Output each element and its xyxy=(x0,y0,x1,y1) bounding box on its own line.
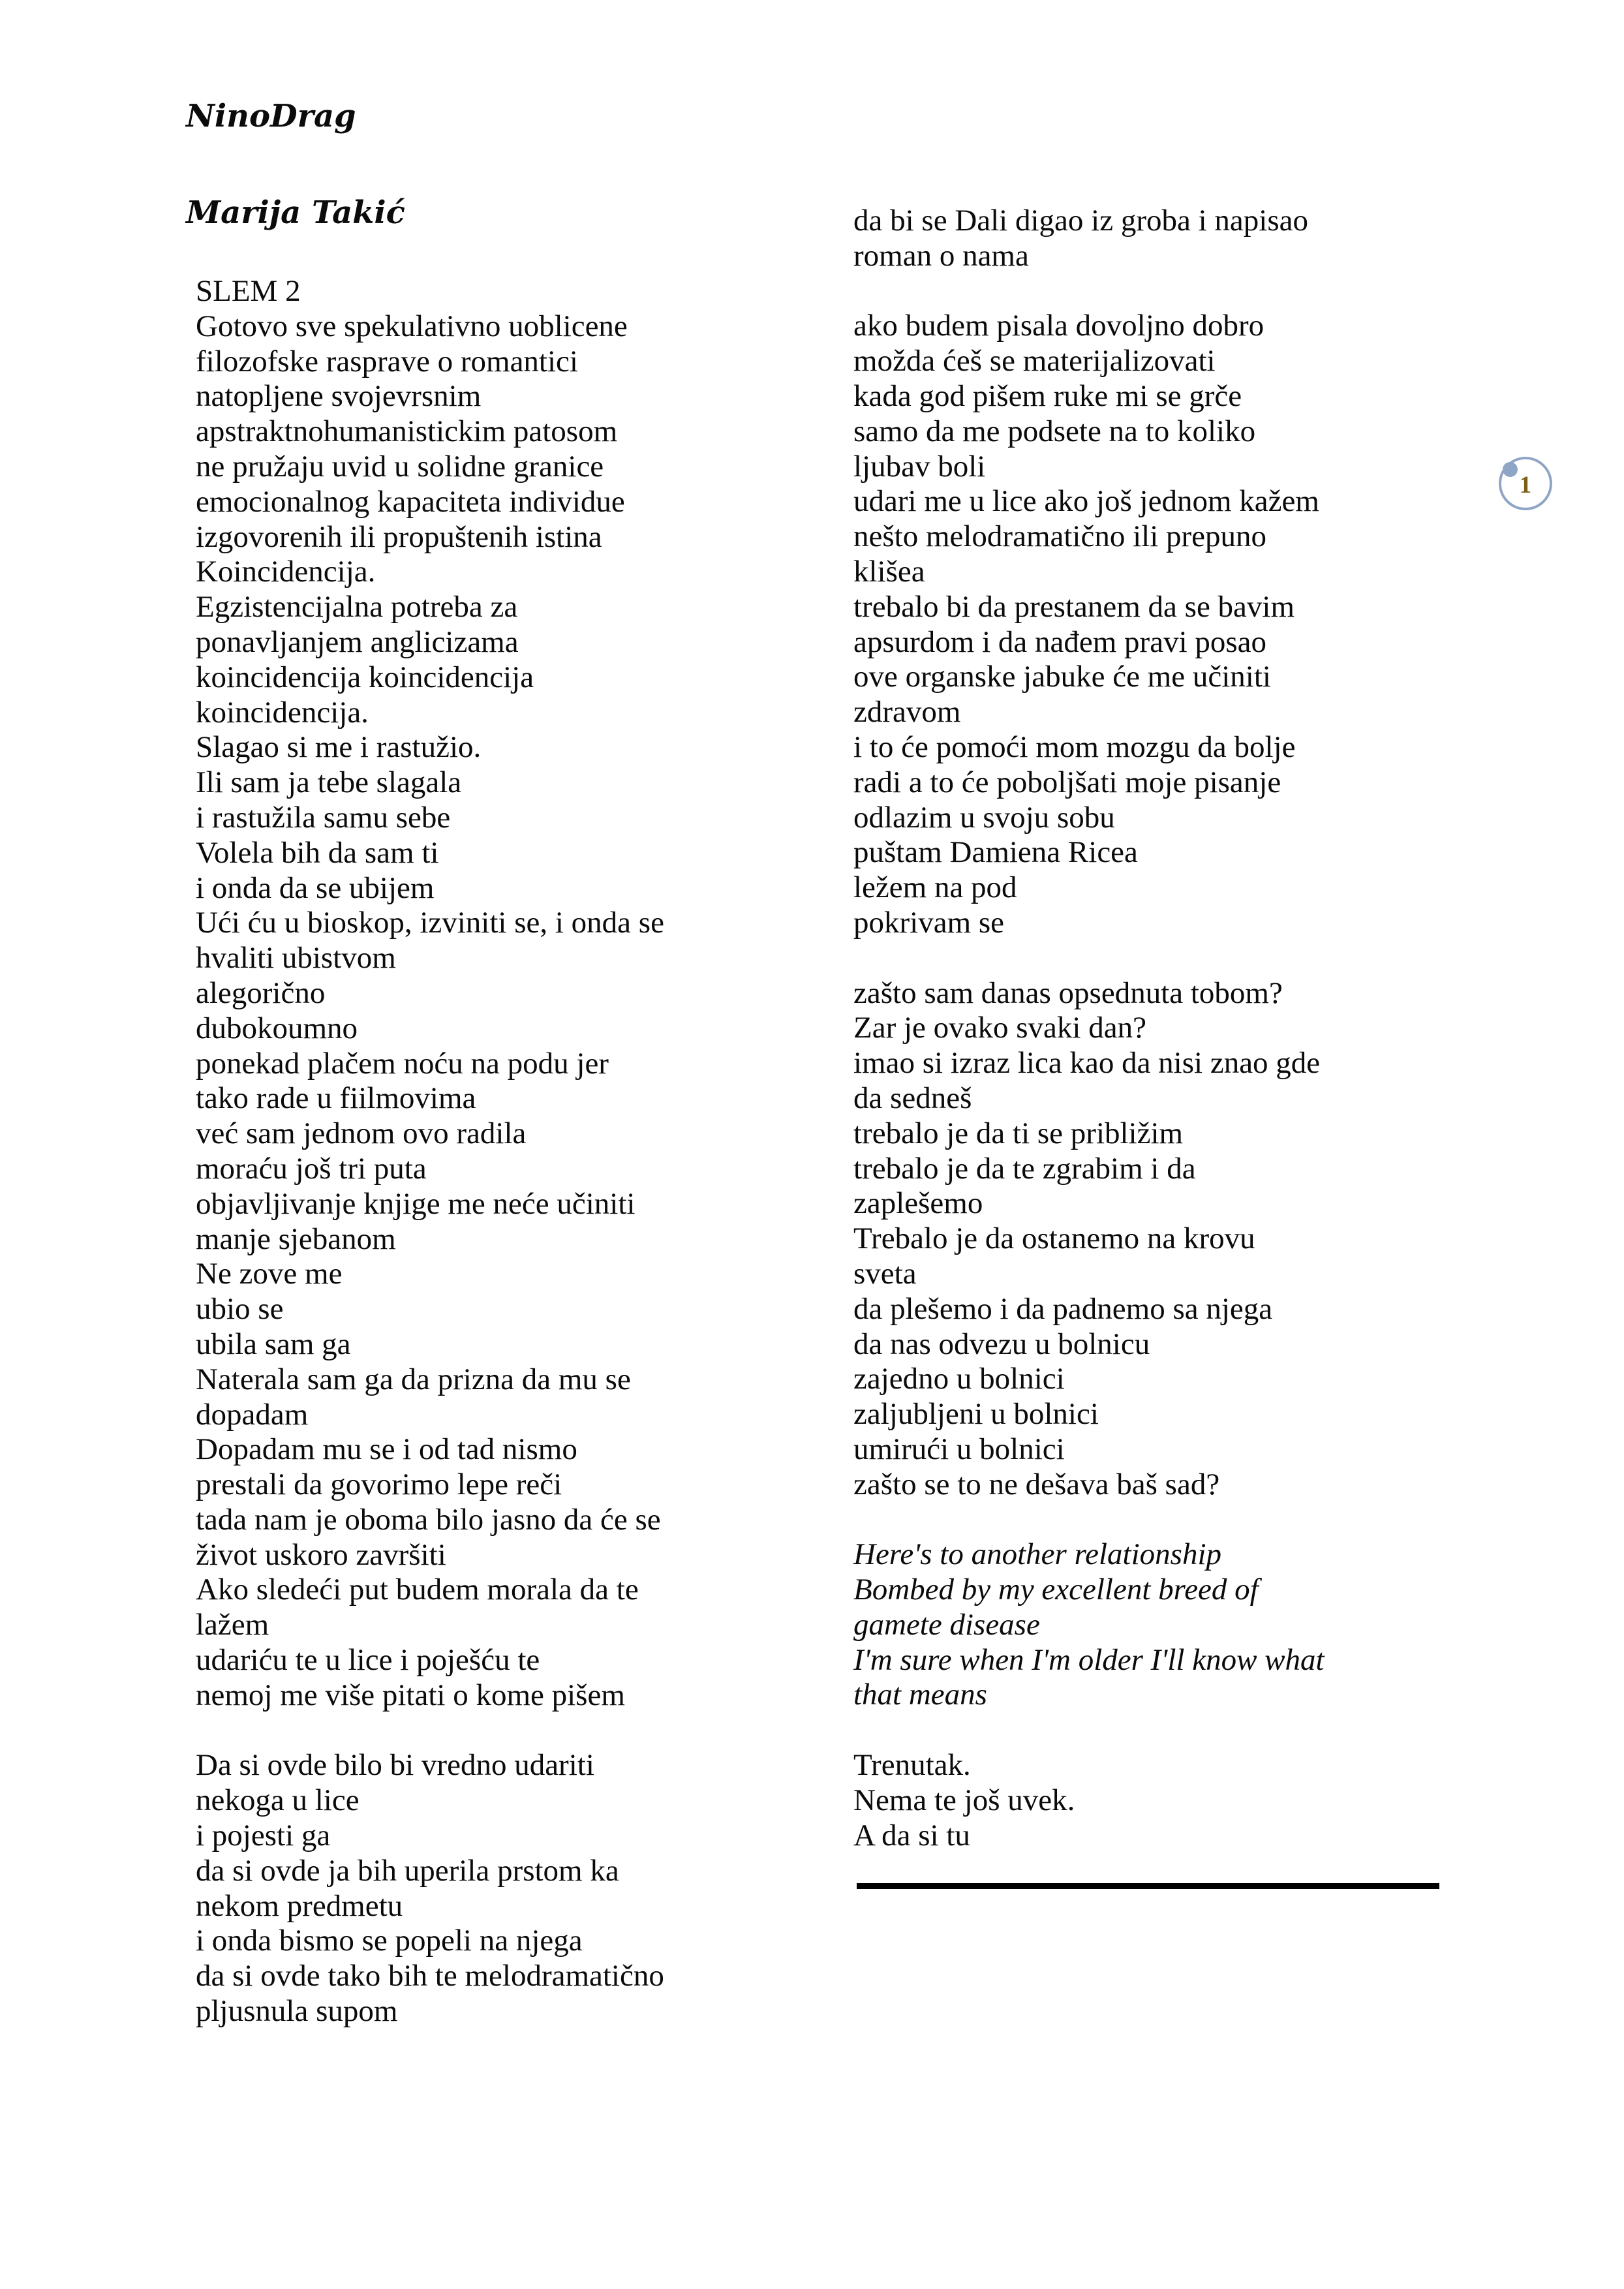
poem-line: izgovorenih ili propuštenih istina xyxy=(196,519,602,554)
poem-line: Slagao si me i rastužio. xyxy=(196,730,482,765)
page-number-badge xyxy=(1499,457,1552,510)
poem-line: dopadam xyxy=(196,1397,309,1432)
poem-line: prestali da govorimo lepe reči xyxy=(196,1467,562,1502)
poem-line: Ući ću u bioskop, izviniti se, i onda se xyxy=(196,906,664,940)
poem-line: Trebalo je da ostanemo na krovu xyxy=(853,1221,1255,1256)
poem-line: alegorično xyxy=(196,976,326,1010)
poem-line: da nas odvezu u bolnicu xyxy=(853,1327,1150,1361)
poem-line: ponekad plačem noću na podu jer xyxy=(196,1046,609,1081)
poem-line: Dopadam mu se i od tad nismo xyxy=(196,1432,577,1467)
poem-line: da bi se Dali digao iz groba i napisao xyxy=(853,204,1308,238)
poem-line: gamete disease xyxy=(853,1607,1040,1642)
poem-line: nekom predmetu xyxy=(196,1888,403,1923)
poem-line: apstraktnohumanistickim patosom xyxy=(196,414,618,449)
poem-line: ljubav boli xyxy=(853,449,986,484)
poem-line: ove organske jabuke će me učiniti xyxy=(853,660,1271,694)
poem-line: imao si izraz lica kao da nisi znao gde xyxy=(853,1046,1321,1081)
poem-line: ne pružaju uvid u solidne granice xyxy=(196,449,604,484)
poem-line: zajedno u bolnici xyxy=(853,1362,1065,1396)
poem-line: da si ovde tako bih te melodramatično xyxy=(196,1959,664,1993)
poem-line: natopljene svojevrsnim xyxy=(196,379,482,414)
poem-line: da si ovde ja bih uperila prstom ka xyxy=(196,1853,619,1888)
poem-line: nekoga u lice xyxy=(196,1783,360,1818)
poem-line: i onda da se ubijem xyxy=(196,870,435,905)
poem-line: život uskoro završiti xyxy=(196,1537,446,1572)
poem-line: objavljivanje knjige me neće učiniti xyxy=(196,1186,636,1221)
poem-line: Ili sam ja tebe slagala xyxy=(196,765,462,800)
poem-line: manje sjebanom xyxy=(196,1221,396,1256)
poem-line: da plešemo i da padnemo sa njega xyxy=(853,1291,1273,1326)
poem-line: koincidencija koincidencija xyxy=(196,660,534,694)
poem-line: Da si ovde bilo bi vredno udariti xyxy=(196,1748,594,1783)
poem-line: Bombed by my excellent breed of xyxy=(853,1573,1259,1607)
poem-line: Trenutak. xyxy=(853,1748,971,1783)
poem-line: i rastužila samu sebe xyxy=(196,800,451,835)
poem-line: i pojesti ga xyxy=(196,1819,331,1853)
poem-line: Gotovo sve spekulativno uoblicene xyxy=(196,309,628,343)
poem-line: klišea xyxy=(853,554,925,589)
poem-line: trebalo bi da prestanem da se bavim xyxy=(853,589,1295,624)
poem-column-left xyxy=(196,274,664,2029)
poem-line: sveta xyxy=(853,1256,917,1291)
poem-line: filozofske rasprave o romantici xyxy=(196,344,578,378)
poem-line: kada god pišem ruke mi se grče xyxy=(853,378,1242,413)
poem-line: nešto melodramatično ili prepuno xyxy=(853,519,1267,554)
poem-line: dubokoumno xyxy=(196,1011,358,1045)
poem-line: ležem na pod xyxy=(853,870,1017,905)
poem-line: radi a to će poboljšati moje pisanje xyxy=(853,765,1281,799)
poem-line: ubila sam ga xyxy=(196,1327,351,1361)
poem-line: Volela bih da sam ti xyxy=(196,835,439,870)
poem-line: Egzistencijalna potreba za xyxy=(196,590,518,624)
poem-line: A da si tu xyxy=(853,1818,970,1852)
poem-line: tada nam je oboma bilo jasno da će se xyxy=(196,1502,661,1537)
poem-line: that means xyxy=(853,1678,987,1712)
poem-line: i to će pomoći mom mozgu da bolje xyxy=(853,730,1296,764)
poem-line: umirući u bolnici xyxy=(853,1432,1065,1466)
poem-line xyxy=(853,274,1325,309)
poem-line: trebalo je da ti se približim xyxy=(853,1116,1184,1150)
poem-line: Zar je ovako svaki dan? xyxy=(853,1011,1146,1045)
poem-line: Naterala sam ga da prizna da mu se xyxy=(196,1362,631,1396)
poem-line: moraću još tri puta xyxy=(196,1151,427,1186)
poem-line: udari me u lice ako još jednom kažem xyxy=(853,484,1319,519)
poem-line: i onda bismo se popeli na njega xyxy=(196,1924,583,1958)
poem-line: udariću te u lice i poješću te xyxy=(196,1643,540,1678)
poem-column-right xyxy=(853,204,1325,1853)
poem-line: zašto se to ne dešava baš sad? xyxy=(853,1467,1220,1501)
poem-line: emocionalnog kapaciteta individue xyxy=(196,484,625,519)
poem-line: lažem xyxy=(196,1608,269,1642)
poem-line: ubio se xyxy=(196,1292,284,1327)
poem-line: Ne zove me xyxy=(196,1257,343,1291)
poem-line: koincidencija. xyxy=(196,695,369,730)
poem-line: zašto sam danas opsednuta tobom? xyxy=(853,976,1283,1010)
poem-line xyxy=(196,1713,664,1749)
poem-line: puštam Damiena Ricea xyxy=(853,835,1138,870)
page-number: 1 xyxy=(1519,471,1532,499)
poem-line: tako rade u fiilmovima xyxy=(196,1081,476,1116)
poem-line: ako budem pisala dovoljno dobro xyxy=(853,309,1264,343)
poem-line xyxy=(853,941,1325,976)
poem-line xyxy=(853,1502,1325,1537)
poem-line: SLEM 2 xyxy=(196,274,301,308)
poem-line: zdravom xyxy=(853,695,961,730)
poem-line: I'm sure when I'm older I'll know what xyxy=(853,1642,1325,1677)
section-divider xyxy=(857,1883,1439,1889)
poem-line: samo da me podsete na to koliko xyxy=(853,414,1256,448)
poem-line: roman o nama xyxy=(853,238,1029,273)
poem-line: hvaliti ubistvom xyxy=(196,941,396,976)
poem-line: pljusnula supom xyxy=(196,1994,398,2029)
poem-line: već sam jednom ovo radila xyxy=(196,1116,527,1151)
poem-line: možda ćeš se materijalizovati xyxy=(853,344,1216,378)
poem-author: Marija Takić xyxy=(186,194,405,231)
poem-line: pokrivam se xyxy=(853,905,1005,940)
poem-line: apsurdom i da nađem pravi posao xyxy=(853,624,1267,659)
badge-dot-icon xyxy=(1503,462,1518,477)
poem-line: ponavljanjem anglicizama xyxy=(196,624,519,659)
poem-line: zaljubljeni u bolnici xyxy=(853,1397,1099,1432)
poem-line: Koincidencija. xyxy=(196,555,376,589)
poem-line: nemoj me više pitati o kome pišem xyxy=(196,1678,625,1712)
poem-line: Nema te još uvek. xyxy=(853,1783,1075,1817)
poem-line: trebalo je da te zgrabim i da xyxy=(853,1151,1196,1186)
document-header-name: NinoDrag xyxy=(186,98,356,134)
poem-line: Here's to another relationship xyxy=(853,1537,1221,1572)
poem-line: zaplešemo xyxy=(853,1186,983,1221)
poem-line: da sedneš xyxy=(853,1081,972,1115)
poem-line: Ako sledeći put budem morala da te xyxy=(196,1573,639,1607)
poem-line xyxy=(853,1713,1325,1748)
poem-line: odlazim u svoju sobu xyxy=(853,800,1115,835)
